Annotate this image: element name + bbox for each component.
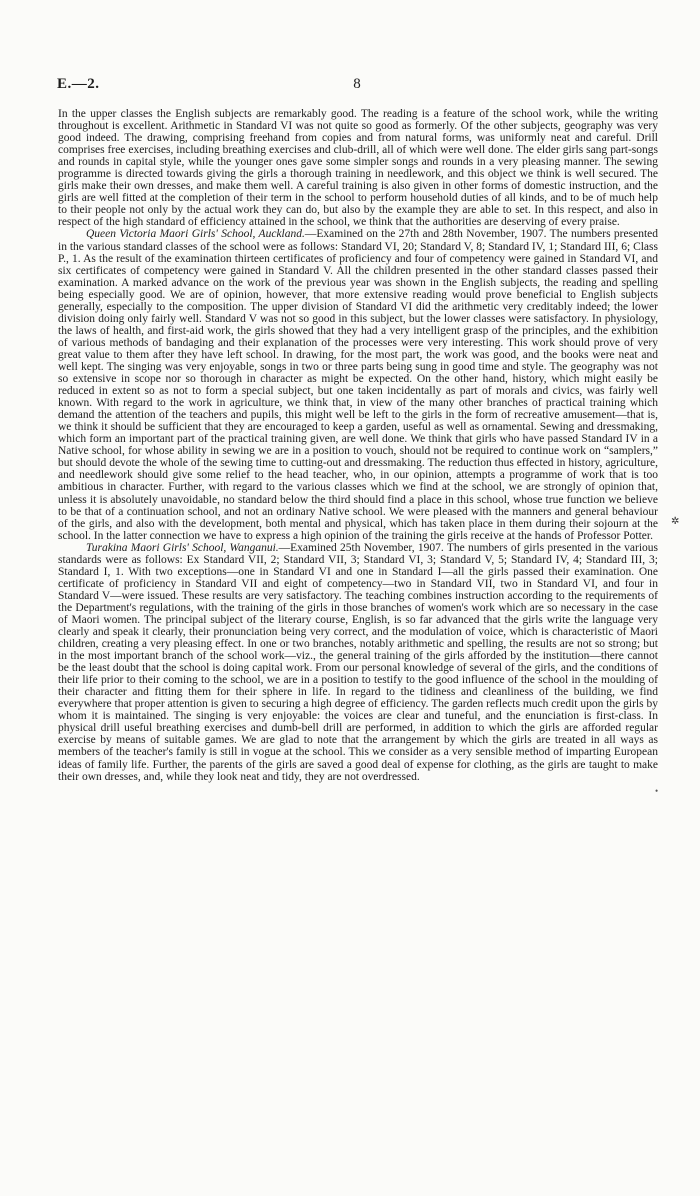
margin-dot-icon: • [655, 786, 659, 796]
paragraph-text: In the upper classes the English subjects are remarkably good. The reading is a feature of the school work, while the writing throughout is excellent. Arithmetic in Standard VI was not quite so good as formerly. Of the other subjects, geography was very good indeed. The drawing, comprising freehand from copies and from natural forms, was uniformly neat and careful. Drill comprises free exercises, including breathing exercises and club-drill, all of which were well done. The elder girls sang part-songs and rounds in capital style, while the younger ones gave some simpler songs and rounds in a very pleasing manner. The sewing programme is directed towards giving the girls a thorough training in needlework, and this object we think is well secured. The girls make their own dresses, and make them well. A careful training is also given in other forms of domestic instruction, and the girls are well fitted at the completion of their term in the school to perform household duties of all kinds, and to be of much help to their people not only by the actual work they can do, but also by the example they are able to set. In this respect, and also in respect of the high standard of efficiency attained in the school, we think that the authorities are deserving of every praise. [58, 108, 658, 229]
margin-mark-icon: ✲ [671, 516, 680, 527]
paragraph-queen-victoria-school [58, 228, 658, 541]
series-label: E.—2. [57, 76, 100, 92]
paragraph-text: —Examined 25th November, 1907. The numbers of girls presented in the various standards were as follows: Ex Standard VII, 2; Standard VII, 3; Standard VI, 3; Standard V, 5; Standard IV, 4; Standard III, 3; Standard I, 1. With two exceptions—one in Standard VI and one in Standard I—all the girls passed their examination. One certificate of proficiency in Standard VII and eight of competency—two in Standard VII, two in Standard VI, and four in Standard V—were issued. These results are very satisfactory. The teaching combines instruction according to the requirements of the Department's regulations, with the training of the girls in those branches of women's work which are so necessary in the case of Maori women. The principal subject of the literary course, English, is so far advanced that the girls write the language very clearly and speak it clearly, their pronunciation being very correct, and the modulation of voice, which is characteristic of Maori children, creating a very pleasing effect. In one or two branches, notably arithmetic and spelling, the results are not so strong; but in the most important branch of the school work—viz., the general training of the girls afforded by the institution—there cannot be the least doubt that the school is doing capital work. From our personal knowledge of several of the girls, and the conditions of their life prior to their coming to the school, we are in a position to testify to the good influence of the school in the moulding of their character and fitting them for their sphere in life. In regard to the tidiness and cleanliness of the building, we find everywhere that proper attention is given to securing a high degree of efficiency. The garden reflects much credit upon the girls by whom it is maintained. The singing is very enjoyable: the voices are clear and tuneful, and the enunciation is first-class. In physical drill useful breathing exercises and dumb-bell drill are performed, in addition to which the girls are afforded regular exercise by means of suitable games. We are glad to note that the arrangement by which the girls are treated in all ways as members of the teacher's family is still in vogue at the school. This we consider as a very sensible method of imparting European ideas of family life. Further, the parents of the girls are saved a good deal of expense for clothing, as the girls are taught to make their own dresses, and, while they look neat and tidy, they are not overdressed. [58, 541, 658, 783]
paragraph-text: —Examined on the 27th and 28th November, 1907. The numbers presented in the various standard classes of the school were as follows: Standard VI, 20; Standard V, 8; Standard IV, 1; Standard III, 6; Class P., 1. As the result of the examination thirteen certificates of proficiency and four of competency were gained in Standard VI, and six certificates of competency were gained in Standard V. All the children presented in the other standard classes passed their examination. A marked advance on the work of the previous year was shown in the English subjects, the reading and spelling being especially good. We are of opinion, however, that more extensive reading would prove beneficial to English subjects generally, especially to the composition. The upper division of Standard VI did the arithmetic very creditably indeed; the lower division doing only fairly well. Standard V was not so good in this subject, but the lower classes were satisfactory. In physiology, the laws of health, and first-aid work, the girls showed that they had a very intelligent grasp of the principles, and the exhibition of various methods of bandaging and their explanation of the processes were very interesting. This work should prove of very great value to them after they have left school. In drawing, for the most part, the work was good, and the books were neat and well kept. The singing was very enjoyable, songs in two or three parts being sung in good time and style. The geography was not so extensive in scope nor so thorough in character as might be expected. On the other hand, history, which might easily be reduced in extent so as not to form a special subject, but one taken incidentally as part of morals and civics, was fairly well known. With regard to the work in agriculture, we think that, in view of the many other branches of practical training which demand the attention of the teachers and pupils, this might well be left to the girls in the form of recreative amusement—that is, we think it should be sufficient that they are encouraged to keep a garden, useful as well as ornamental. Sewing and dressmaking, which form an important part of the practical training given, are well done. We think that girls who have passed Standard IV in a Native school, for whose ability in sewing we are in a position to vouch, should not be required to continue work on “samplers,” but should devote the whole of the sewing time to cutting-out and dressmaking. The reduction thus effected in history, agriculture, and needlework should give some relief to the head teacher, who, in our opinion, attempts a programme of work that is too ambitious in character. Further, with regard to the various classes which we find at the school, we are strongly of opinion that, unless it is absolutely unavoidable, no standard below the third should find a place in this school, whose true function we believe to be that of a continuation school, and not an ordinary Native school. We were pleased with the manners and general behaviour of the girls, and also with the development, both mental and physical, which has taken place in them during their sojourn at the school. In the latter connection we have to express a high opinion of the training the girls receive at the hands of Professor Potter. [58, 228, 658, 542]
page-header [57, 76, 657, 96]
paragraph-turakina-school [58, 542, 658, 783]
school-name-turakina: Turakina Maori Girls' School, Wanganui. [86, 541, 279, 554]
page-number: 8 [353, 76, 361, 92]
school-name-queen-victoria: Queen Victoria Maori Girls' School, Auckland. [86, 228, 305, 241]
report-body [58, 108, 658, 783]
paragraph-general [58, 108, 658, 228]
